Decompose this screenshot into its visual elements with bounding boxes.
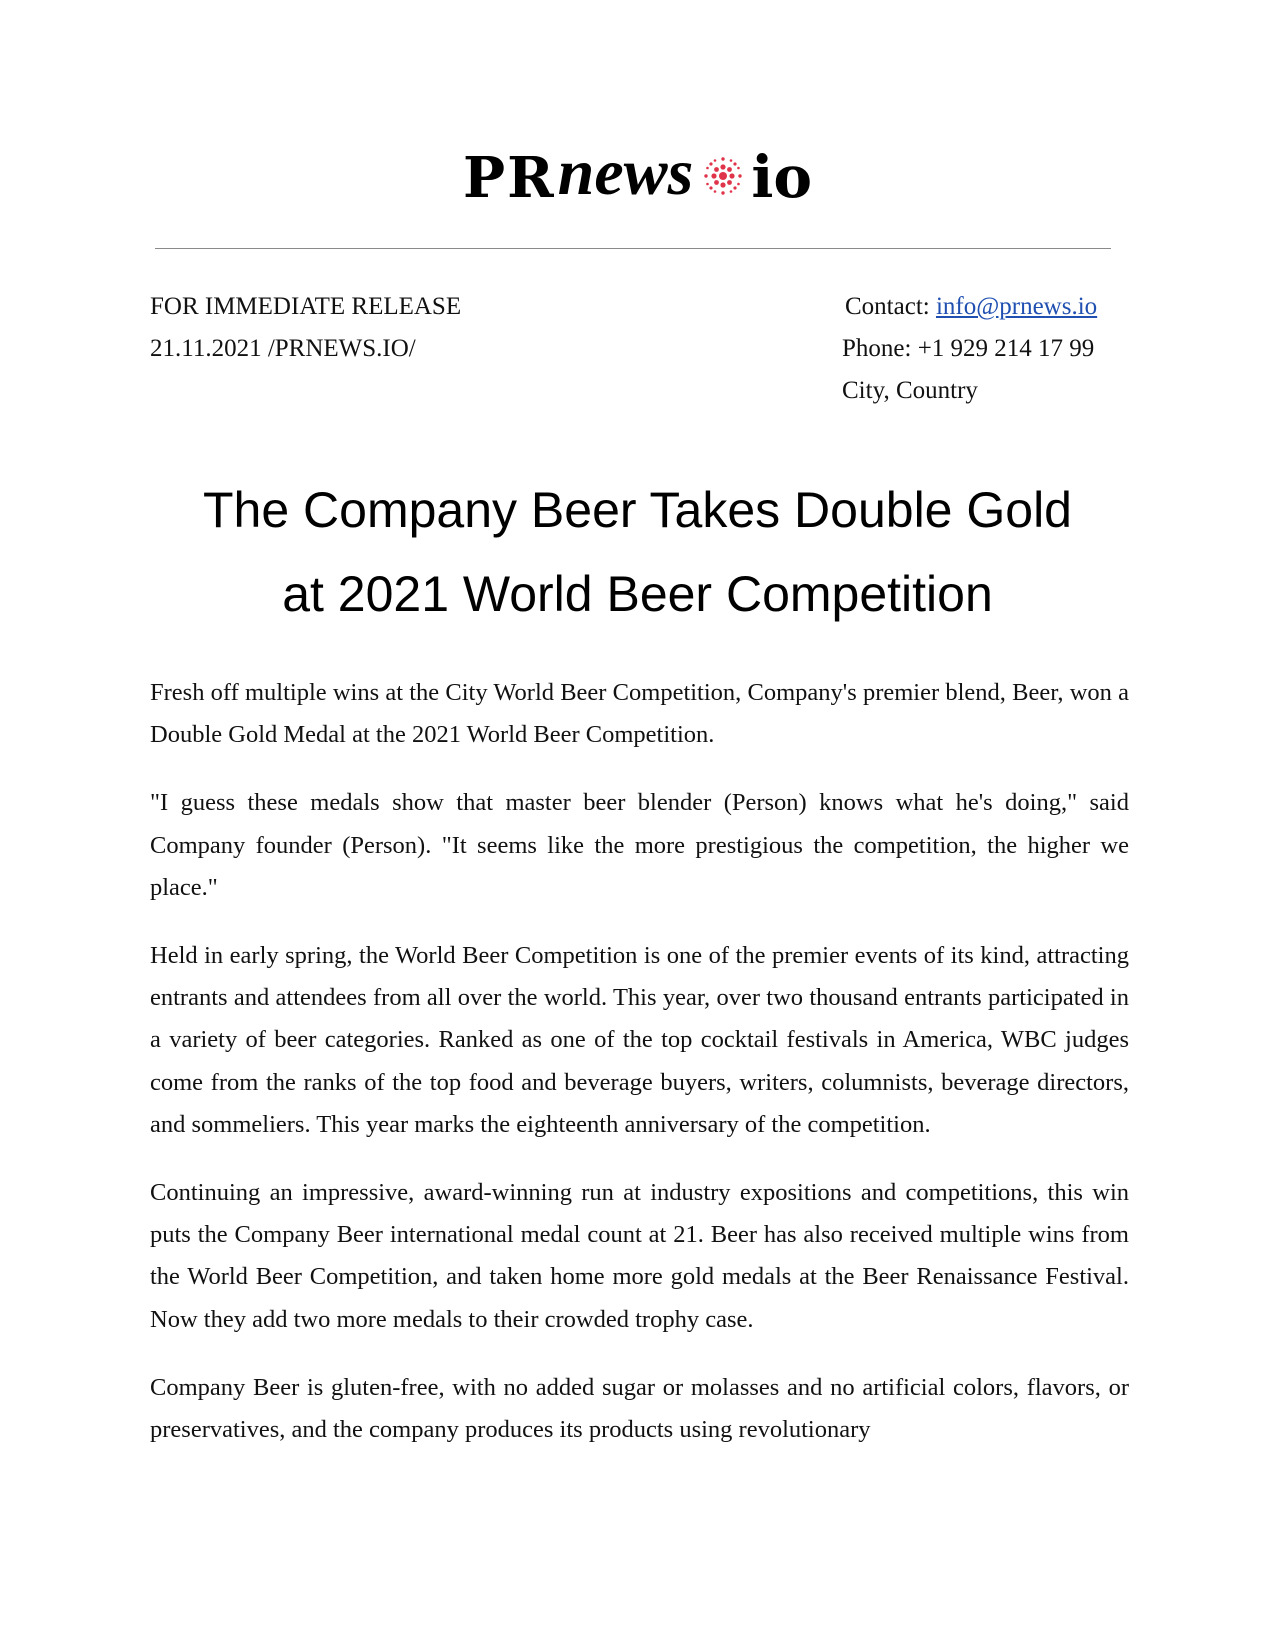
contact-row: [845, 286, 1097, 328]
starburst-dots-icon: [701, 154, 745, 198]
body-paragraph: Fresh off multiple wins at the City World Beer Competition, Company's premier blend, Beer, won a Double Gold Medal at the 2021 World Beer Competition.: [150, 679, 1129, 749]
contact-email-link[interactable]: info@prnews.io: [935, 293, 1098, 320]
phone-number: Phone: +1 929 214 17 99: [842, 335, 1095, 362]
headline-line-2: at 2021 World Beer Competition: [282, 566, 993, 622]
logo-io-text: io: [751, 143, 813, 211]
headline-line-1: The Company Beer Takes Double Gold: [203, 482, 1072, 538]
body-paragraph: Held in early spring, the World Beer Competition is one of the premier events of its kind, attracting entrants and attendees from all over the world. This year, over two thousand entrants participated in a variety of beer categories. Ranked as one of the top cocktail festivals in America, WBC judges come from the ranks of the top food and beverage buyers, writers, columnists, beverage directors, and sommeliers. This year marks the eighteenth anniversary of the competition.: [150, 942, 1129, 1138]
contact-info: [842, 286, 1097, 412]
header-divider: [155, 248, 1111, 249]
dateline: 21.11.2021 /PRNEWS.IO/: [150, 335, 416, 362]
body-paragraph: Company Beer is gluten-free, with no added sugar or molasses and no artificial colors, flavors, or preservatives, and the company produces its products using revolutionary: [150, 1373, 1129, 1444]
release-label: FOR IMMEDIATE RELEASE: [150, 293, 462, 320]
press-release-body: [150, 672, 1129, 1477]
press-release-headline: [0, 468, 1275, 636]
logo-pr-text: PR: [462, 145, 556, 211]
logo-news-text: news: [557, 136, 694, 209]
prnews-logo: [0, 136, 1275, 230]
contact-label: Contact:: [845, 293, 936, 320]
body-paragraph: "I guess these medals show that master beer blender (Person) knows what he's doing," said Company founder (Person). "It seems like the more prestigious the competition, the higher we place.": [150, 789, 1129, 901]
body-paragraph: Continuing an impressive, award-winning run at industry expositions and competitions, this win puts the Company Beer international medal count at 21. Beer has also received multiple wins from the World Beer Competition, and taken home more gold medals at the Beer Renaissance Festival. Now they add two more medals to their crowded trophy case.: [150, 1179, 1129, 1333]
location: City, Country: [842, 377, 978, 404]
release-info: [150, 286, 461, 370]
